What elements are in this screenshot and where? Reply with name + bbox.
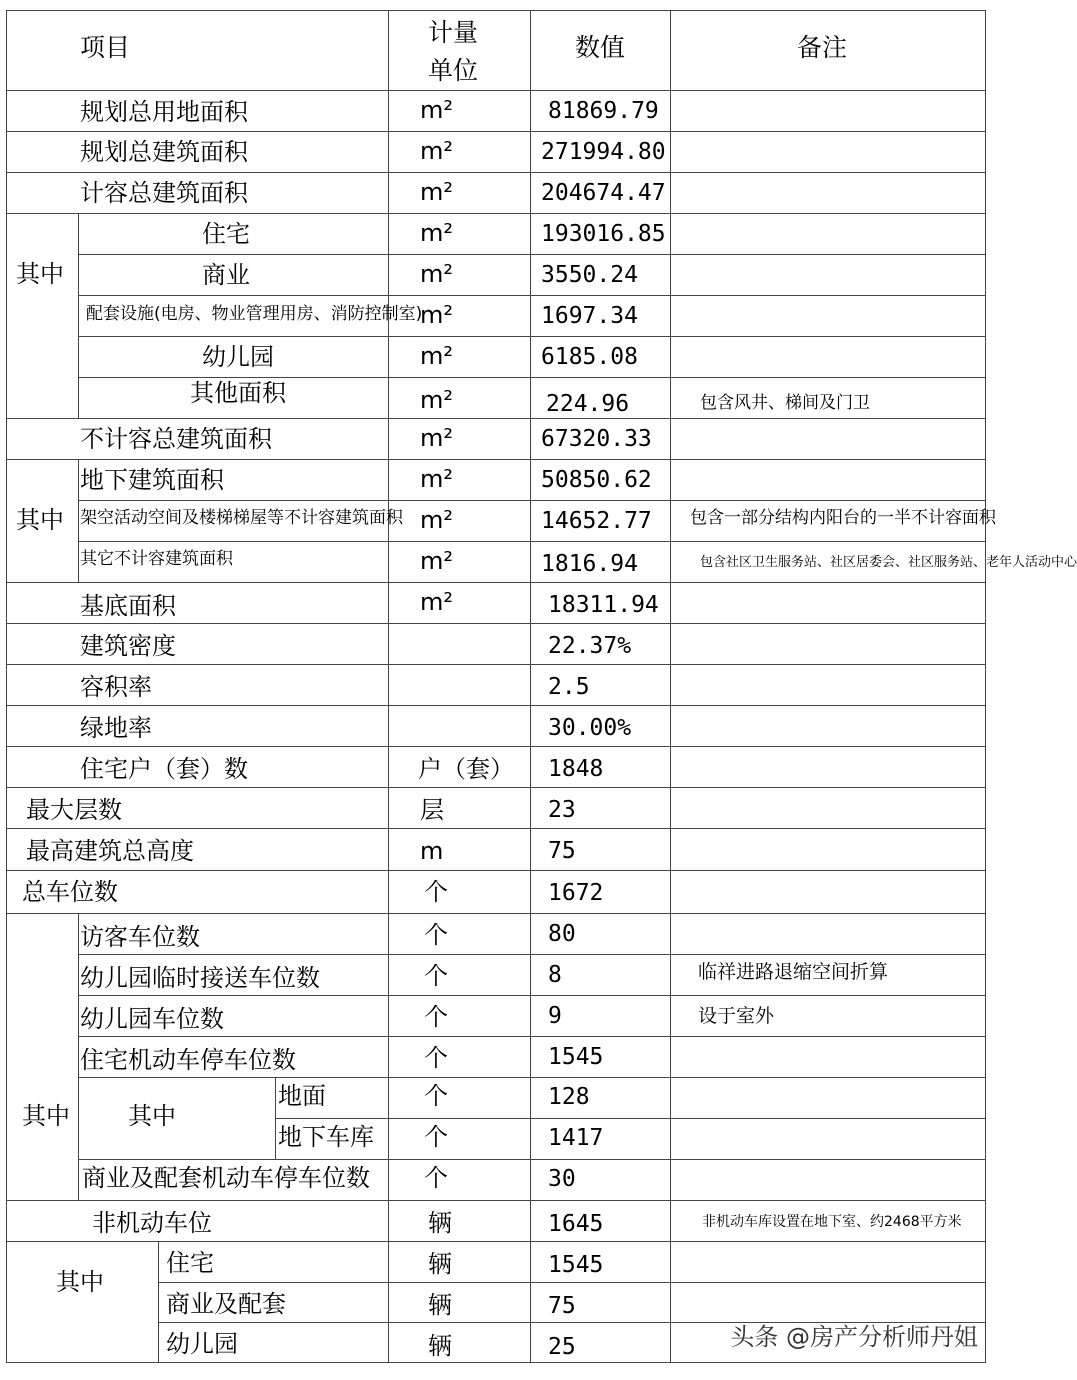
row-unit: 辆 xyxy=(428,1250,452,1278)
row-unit: 个 xyxy=(424,1164,448,1192)
row-item: 容积率 xyxy=(80,673,152,701)
group-label: 其中 xyxy=(22,1102,70,1130)
row-value: 1816.94 xyxy=(541,551,638,577)
row-value: 75 xyxy=(548,838,576,864)
row-item: 非机动车位 xyxy=(92,1209,212,1237)
row-value: 193016.85 xyxy=(541,221,666,247)
row-value: 128 xyxy=(548,1084,590,1110)
group-label: 其中 xyxy=(16,506,64,534)
row-value: 18311.94 xyxy=(548,592,659,618)
header-unit-line2: 单位 xyxy=(428,56,479,85)
row-unit: 个 xyxy=(424,1123,448,1151)
row-unit: m² xyxy=(420,588,453,616)
row-unit: 辆 xyxy=(428,1291,452,1319)
row-value: 1545 xyxy=(548,1044,604,1070)
row-value: 30 xyxy=(548,1166,576,1192)
row-item: 商业及配套机动车停车位数 xyxy=(82,1164,370,1192)
group-label: 其中 xyxy=(16,260,64,288)
row-unit: 个 xyxy=(424,1044,448,1072)
row-item: 地面 xyxy=(278,1082,326,1110)
row-unit: 辆 xyxy=(428,1332,452,1360)
row-value: 8 xyxy=(548,962,562,988)
row-value: 1417 xyxy=(548,1125,604,1151)
row-item: 配套设施(电房、物业管理用房、消防控制室) xyxy=(86,304,423,324)
row-note: 设于室外 xyxy=(698,1005,775,1027)
row-item: 访客车位数 xyxy=(80,923,200,951)
row-unit: m² xyxy=(420,424,453,452)
row-item: 规划总建筑面积 xyxy=(80,138,248,166)
row-unit: 辆 xyxy=(428,1209,452,1237)
row-item: 地下建筑面积 xyxy=(80,466,224,494)
row-value: 81869.79 xyxy=(548,98,659,124)
row-unit: m² xyxy=(420,301,453,329)
subgroup-label: 其中 xyxy=(128,1102,176,1130)
row-note: 临祥进路退缩空间折算 xyxy=(698,961,889,983)
row-unit: m² xyxy=(420,137,453,165)
row-item: 幼儿园 xyxy=(166,1330,238,1358)
row-item: 最大层数 xyxy=(26,796,122,824)
row-value: 50850.62 xyxy=(541,467,652,493)
header-value: 数值 xyxy=(575,33,626,62)
row-unit: m² xyxy=(420,465,453,493)
row-item: 基底面积 xyxy=(80,592,176,620)
row-unit: m² xyxy=(420,547,453,575)
row-value: 2.5 xyxy=(548,674,590,700)
row-value: 1848 xyxy=(548,756,604,782)
row-value: 6185.08 xyxy=(541,344,638,370)
row-unit: m² xyxy=(420,386,453,414)
row-unit: 个 xyxy=(424,1003,448,1031)
row-unit: m² xyxy=(420,506,453,534)
row-unit: 个 xyxy=(424,1082,448,1110)
header-note: 备注 xyxy=(797,33,848,62)
row-note: 包含社区卫生服务站、社区居委会、社区服务站、老年人活动中心 xyxy=(700,555,1077,570)
row-value: 224.96 xyxy=(546,391,630,417)
watermark: 头条 @房产分析师丹姐 xyxy=(730,1323,978,1351)
row-unit: 层 xyxy=(420,796,444,824)
row-item: 最高建筑总高度 xyxy=(26,837,194,865)
row-value: 271994.80 xyxy=(541,139,666,165)
row-item: 住宅 xyxy=(166,1249,214,1277)
row-value: 30.00% xyxy=(548,715,632,741)
row-value: 1645 xyxy=(548,1211,604,1237)
row-item: 商业及配套 xyxy=(166,1290,286,1318)
row-item: 规划总用地面积 xyxy=(80,98,248,126)
row-value: 22.37% xyxy=(548,633,632,659)
row-value: 1672 xyxy=(548,880,604,906)
row-item: 其它不计容建筑面积 xyxy=(80,549,233,569)
row-item: 计容总建筑面积 xyxy=(80,179,248,207)
row-item: 其他面积 xyxy=(190,379,286,407)
row-item: 住宅机动车停车位数 xyxy=(80,1046,296,1074)
row-value: 1545 xyxy=(548,1252,604,1278)
row-unit: m² xyxy=(420,342,453,370)
row-item: 幼儿园临时接送车位数 xyxy=(80,964,320,992)
row-unit: m xyxy=(420,837,444,865)
header-unit-line1: 计量 xyxy=(428,18,479,47)
row-value: 75 xyxy=(548,1293,576,1319)
group-label: 其中 xyxy=(56,1268,104,1296)
row-item: 幼儿园 xyxy=(202,343,274,371)
row-value: 3550.24 xyxy=(541,262,638,288)
row-item: 总车位数 xyxy=(22,878,118,906)
row-value: 67320.33 xyxy=(541,426,652,452)
row-item: 建筑密度 xyxy=(80,632,176,660)
row-unit: m² xyxy=(420,178,453,206)
row-item: 住宅 xyxy=(202,220,250,248)
row-item: 地下车库 xyxy=(278,1123,374,1151)
row-item: 绿地率 xyxy=(80,714,152,742)
row-value: 25 xyxy=(548,1334,576,1360)
row-unit: m² xyxy=(420,260,453,288)
row-value: 80 xyxy=(548,921,576,947)
row-item: 架空活动空间及楼梯梯屋等不计容建筑面积 xyxy=(80,508,403,528)
row-item: 商业 xyxy=(202,261,250,289)
row-note: 包含风井、梯间及门卫 xyxy=(700,393,870,413)
row-item: 住宅户（套）数 xyxy=(80,755,248,783)
row-value: 14652.77 xyxy=(541,508,652,534)
header-item: 项目 xyxy=(80,33,131,62)
row-note: 非机动车库设置在地下室、约2468平方米 xyxy=(702,1214,962,1230)
row-unit: 个 xyxy=(424,962,448,990)
row-value: 204674.47 xyxy=(541,180,666,206)
row-item: 幼儿园车位数 xyxy=(80,1005,224,1033)
row-item: 不计容总建筑面积 xyxy=(80,425,272,453)
row-unit: m² xyxy=(420,96,453,124)
row-value: 23 xyxy=(548,797,576,823)
row-unit: 个 xyxy=(424,878,448,906)
row-unit: m² xyxy=(420,219,453,247)
row-note: 包含一部分结构内阳台的一半不计容面积 xyxy=(690,508,996,528)
row-value: 9 xyxy=(548,1003,562,1029)
row-unit: 个 xyxy=(424,921,448,949)
row-value: 1697.34 xyxy=(541,303,638,329)
row-unit: 户（套） xyxy=(418,755,514,783)
